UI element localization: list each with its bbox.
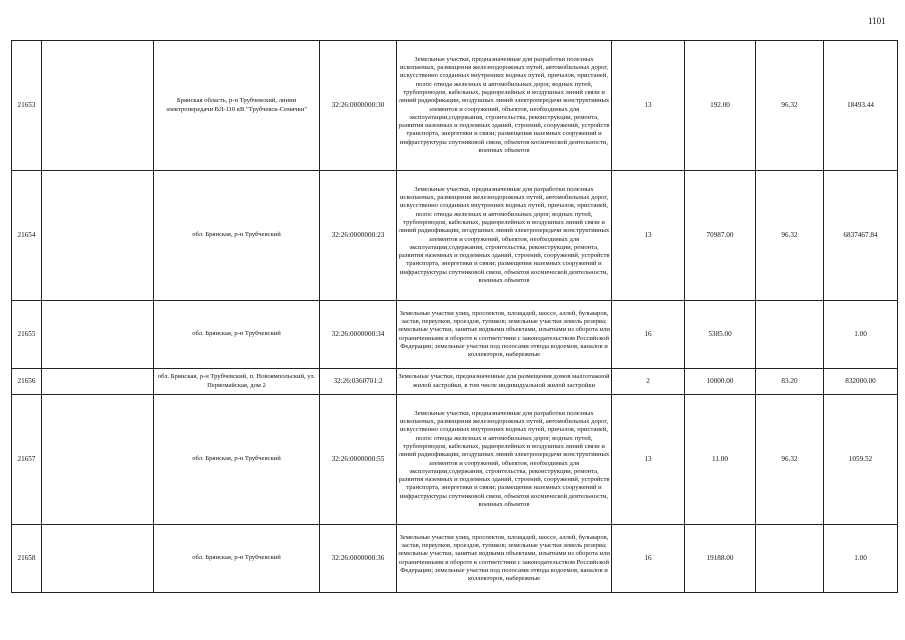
cadastral-value-cell: 1.00 bbox=[824, 525, 898, 593]
area-cell: 19188.00 bbox=[685, 525, 756, 593]
cadastral-number: 32:26:0000000:23 bbox=[320, 171, 397, 301]
group-code: 13 bbox=[612, 171, 685, 301]
specific-value-cell: 96.32 bbox=[756, 41, 824, 171]
row-id: 21657 bbox=[12, 395, 42, 525]
table-row bbox=[12, 301, 898, 369]
table-row bbox=[12, 395, 898, 525]
cadastral-number: 32:26:0360701:2 bbox=[320, 369, 397, 395]
address-cell: обл. Брянская, р-н Трубчевский bbox=[154, 395, 320, 525]
specific-value-cell bbox=[756, 301, 824, 369]
row-id: 21658 bbox=[12, 525, 42, 593]
row-id: 21653 bbox=[12, 41, 42, 171]
specific-value-cell bbox=[756, 525, 824, 593]
address-cell: обл. Брянская, р-н Трубчевский bbox=[154, 171, 320, 301]
address-cell: Брянская область, р-н Трубчевский, линии электропередачи ВЛ-110 кВ "Трубчевск-Семячки" bbox=[154, 41, 320, 171]
cadastral-number: 32:26:0000000:34 bbox=[320, 301, 397, 369]
group-code: 13 bbox=[612, 395, 685, 525]
cadastral-value-cell: 18493.44 bbox=[824, 41, 898, 171]
row-id: 21655 bbox=[12, 301, 42, 369]
land-use-description: Земельные участки, предназначенные для разработки полезных ископаемых, размещения железнодорожных путей, автомобильных дорог, искусственно созданных внутренних водных путей, причалов, пристаней, полос отвода железных и автомобильных дорог, водных путей, трубопроводов, кабельных, радиорелейных и воздушных линий связи и линий радиофикации, воздушных линий электропередачи конструктивных элементов и сооружений, объектов, необходимых для эксплуатации,содержания, строительства, реконструкции, ремонта, развития наземных и подземных зданий, строений, сооружений, устройств транспорта, энергетики и связи; размещения наземных сооружений и инфраструктуры спутниковой связи, объектов космической деятельности, военных объектов bbox=[397, 41, 612, 171]
area-cell: 11.00 bbox=[685, 395, 756, 525]
cadastral-number: 32:26:0000000:36 bbox=[320, 525, 397, 593]
area-cell: 70987.00 bbox=[685, 171, 756, 301]
group-code: 16 bbox=[612, 301, 685, 369]
empty-cell bbox=[42, 301, 154, 369]
row-id: 21656 bbox=[12, 369, 42, 395]
group-code: 16 bbox=[612, 525, 685, 593]
area-cell: 5385.00 bbox=[685, 301, 756, 369]
address-cell: обл. Брянская, р-н Трубчевский bbox=[154, 301, 320, 369]
area-cell: 192.00 bbox=[685, 41, 756, 171]
specific-value-cell: 96.32 bbox=[756, 171, 824, 301]
group-code: 2 bbox=[612, 369, 685, 395]
cadastral-value-cell: 6837467.84 bbox=[824, 171, 898, 301]
cadastral-number: 32:26:0000000:30 bbox=[320, 41, 397, 171]
empty-cell bbox=[42, 525, 154, 593]
empty-cell bbox=[42, 41, 154, 171]
land-use-description: Земельные участки улиц, проспектов, площадей, шоссе, аллей, бульваров, застав, переулков, проездов, тупиков; земельные участки земель резерва; земельные участки, занятые водными объектами, изъятыми из оборота или ограниченными в обороте в соответствии с законодательством Российской Федерации; земельные участки под полосами отвода водоемов, каналов и коллекторов, набережные bbox=[397, 301, 612, 369]
row-id: 21654 bbox=[12, 171, 42, 301]
table-row bbox=[12, 41, 898, 171]
land-use-description: Земельные участки улиц, проспектов, площадей, шоссе, аллей, бульваров, застав, переулков, проездов, тупиков; земельные участки земель резерва; земельные участки, занятые водными объектами, изъятыми из оборота или ограниченными в обороте в соответствии с законодательством Российской Федерации; земельные участки под полосами отвода водоемов, каналов и коллекторов, набережные bbox=[397, 525, 612, 593]
address-cell: обл. Брянская, р-н Трубчевский, п. Новоямпольский, ул. Первомайская, дом 2 bbox=[154, 369, 320, 395]
cadastral-value-cell: 832000.00 bbox=[824, 369, 898, 395]
land-use-description: Земельные участки, предназначенные для разработки полезных ископаемых, размещения железнодорожных путей, автомобильных дорог, искусственно созданных внутренних водных путей, причалов, пристаней, полос отвода железных и автомобильных дорог, водных путей, трубопроводов, кабельных, радиорелейных и воздушных линий связи и линий радиофикации, воздушных линий электропередачи конструктивных элементов и сооружений, объектов, необходимых для эксплуатации,содержания, строительства, реконструкции, ремонта, развития наземных и подземных зданий, строений, сооружений, устройств транспорта, энергетики и связи; размещения наземных сооружений и инфраструктуры спутниковой связи, объектов космической деятельности, военных объектов bbox=[397, 171, 612, 301]
address-cell: обл. Брянская, р-н Трубчевский bbox=[154, 525, 320, 593]
cadastral-value-cell: 1059.52 bbox=[824, 395, 898, 525]
specific-value-cell: 83.20 bbox=[756, 369, 824, 395]
table-row bbox=[12, 369, 898, 395]
land-use-description: Земельные участки, предназначенные для разработки полезных ископаемых, размещения железнодорожных путей, автомобильных дорог, искусственно созданных внутренних водных путей, причалов, пристаней, полос отвода железных и автомобильных дорог, водных путей, трубопроводов, кабельных, радиорелейных и воздушных линий связи и линий радиофикации, воздушных линий электропередачи конструктивных элементов и сооружений, объектов, необходимых для эксплуатации,содержания, строительства, реконструкции, ремонта, развития наземных и подземных зданий, строений, сооружений, устройств транспорта, энергетики и связи; размещения наземных сооружений и инфраструктуры спутниковой связи, объектов космической деятельности, военных объектов bbox=[397, 395, 612, 525]
area-cell: 10000.00 bbox=[685, 369, 756, 395]
table-row bbox=[12, 525, 898, 593]
empty-cell bbox=[42, 171, 154, 301]
cadastral-number: 32:26:0000000:55 bbox=[320, 395, 397, 525]
table-row bbox=[12, 171, 898, 301]
page-number: 1101 bbox=[868, 16, 886, 26]
empty-cell bbox=[42, 395, 154, 525]
cadastral-value-table bbox=[11, 40, 898, 593]
cadastral-value-cell: 1.00 bbox=[824, 301, 898, 369]
specific-value-cell: 96.32 bbox=[756, 395, 824, 525]
empty-cell bbox=[42, 369, 154, 395]
group-code: 13 bbox=[612, 41, 685, 171]
land-use-description: Земельные участки, предназначенные для размещения домов малоэтажной жилой застройки, в том числе индивидуальной жилой застройки bbox=[397, 369, 612, 395]
